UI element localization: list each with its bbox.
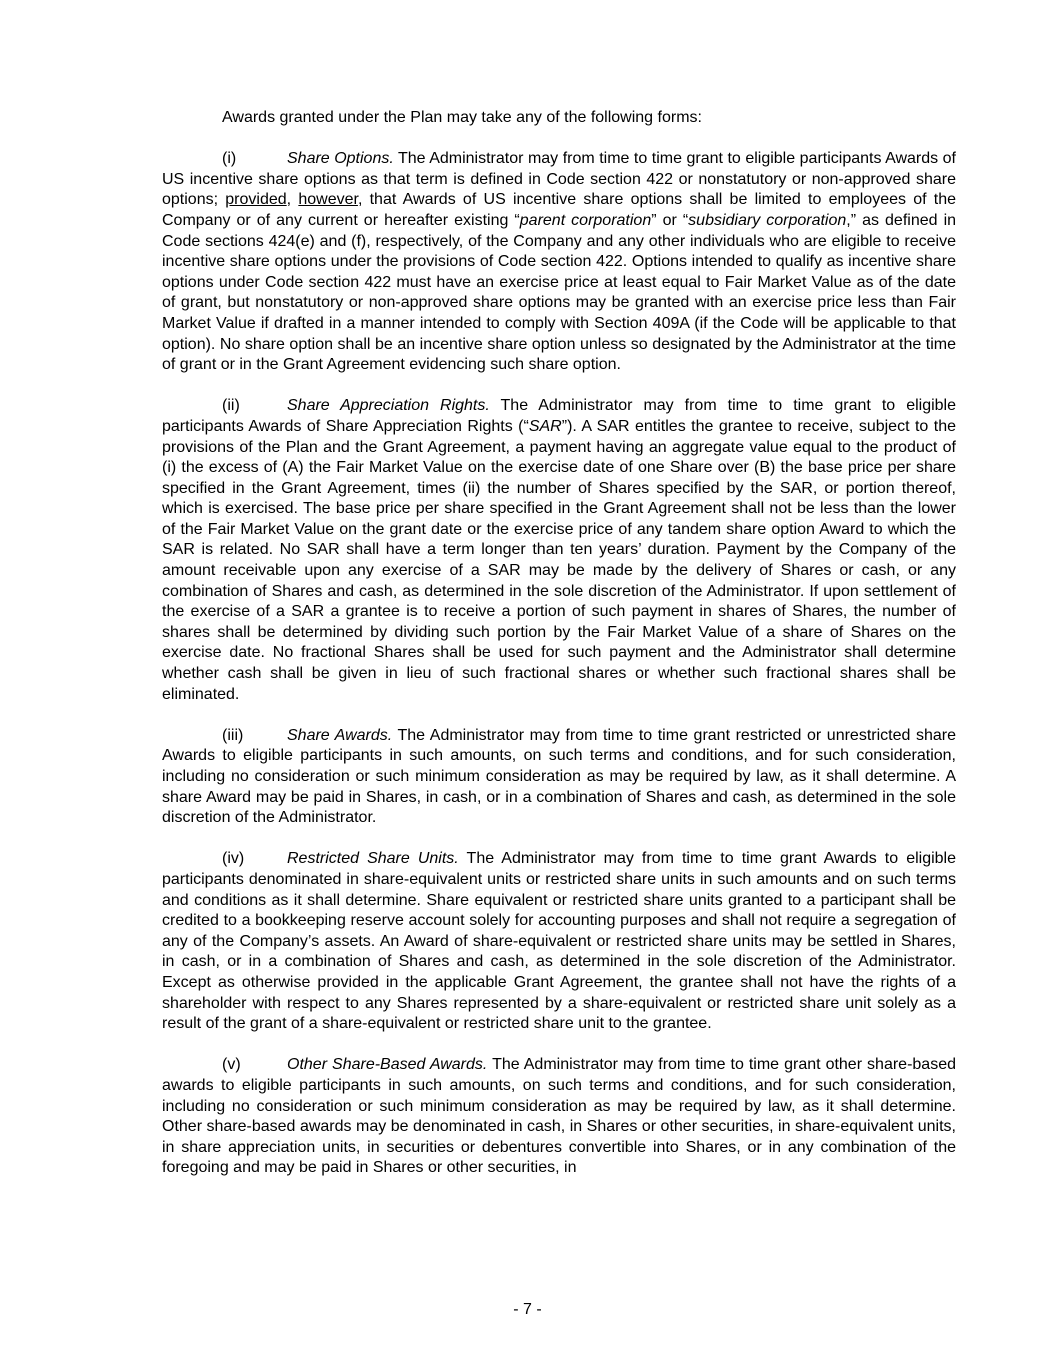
paragraph-label: (ii) — [222, 397, 240, 415]
emphasis-text: Share Appreciation Rights. — [287, 397, 490, 415]
body-text: The Administrator may from time to time grant restricted or unrestricted share Awards to eligible participants in such amounts, on such terms and conditions, and for such consideration, including no consideration or such minimum consideration as may be required by law, as it shall determine. A share Award may be paid in Shares, in cash, or in a combination of Shares and cash, as determined in the sole discretion of the Administrator. — [162, 726, 957, 827]
emphasis-text: Share Options. — [287, 150, 394, 168]
paragraph-label: (v) — [222, 1056, 241, 1074]
body-text: , that Awards of US incentive share options shall be limited to employees of the Company or of any current or hereafter existing “ — [162, 191, 957, 229]
emphasis-text: Restricted Share Units. — [287, 850, 459, 868]
body-text: The Administrator may from time to time grant to eligible participants Awards of US incentive share options as that term is defined in Code section 422 or nonstatutory or non-approved share options; — [162, 150, 956, 209]
paragraph-ii — [162, 396, 956, 705]
intro-paragraph: Awards granted under the Plan may take any of the following forms: — [222, 109, 702, 126]
body-text: The Administrator may from time to time grant other share-based awards to eligible participants in such amounts, on such terms and conditions, and for such consideration, including no consideration or such minimum consideration as may be required by law, as it shall determine. Other share-based awards may be denominated in cash, in Shares or other securities, in share-equivalent units, in share appreciation units, in securities or debentures convertible into Shares, or in any combination of the foregoing and may be paid in Shares or other securities, in — [162, 1056, 956, 1177]
emphasis-text: SAR — [528, 417, 562, 435]
underlined-text: however — [298, 191, 358, 209]
body-text: ,” as defined in Code sections 424(e) and (f), respectively, of the Company and any other individuals who are eligible to receive incentive share options under the provisions of Code section 422. Options intended to qualify as incentive share options under Code section 422 must have an exercise price at least equal to Fair Market Value as of the date of grant, but nonstatutory or non-approved share options may be granted with an exercise price less than Fair Market Value if drafted in a manner intended to comply with Section 409A (if the Code will be applicable to that option). No share option shall be an incentive share option unless so designated by the Administrator at the time of grant or in the Grant Agreement evidencing such share option. — [162, 211, 957, 374]
paragraph-i — [162, 149, 956, 376]
document-body — [162, 108, 956, 1199]
paragraph-label: (iii) — [222, 726, 244, 744]
paragraph-iv — [162, 849, 956, 1034]
body-text: ”). A SAR entitles the grantee to receive, subject to the provisions of the Plan and the Grant Agreement, a payment having an aggregate value equal to the product of (i) the excess of (A) the Fair Market Value on the exercise date of one Share over (B) the base price per share specified in the Grant Agreement, times (ii) the number of Shares specified by the SAR, or portion thereof, which is exercised. The base price per share specified in the Grant Agreement shall not be less than the lower of the Fair Market Value on the grant date or the exercise price of any tandem share option Award to which the SAR is related. No SAR shall have a term longer than ten years’ duration. Payment by the Company of the amount receivable upon any exercise of a SAR may be made by the delivery of Shares or cash, or any combination of Shares and cash, as determined in the sole discretion of the Administrator. If upon settlement of the exercise of a SAR a grantee is to receive a portion of such payment in shares of Shares, the number of shares shall be determined by dividing such portion by the Fair Market Value of a share of Shares on the exercise date. No fractional Shares shall be used for such payment and the Administrator shall determine whether cash shall be given in lieu of such fractional shares or whether such fractional shares shall be eliminated. — [162, 417, 957, 703]
paragraph-label: (i) — [222, 150, 237, 168]
emphasis-text: Share Awards. — [287, 726, 393, 744]
paragraph-label: (iv) — [222, 850, 245, 868]
paragraph-v — [162, 1055, 956, 1179]
document-paragraphs — [162, 149, 956, 1179]
underlined-text: provided — [225, 191, 287, 209]
body-text: ” or “ — [651, 211, 689, 229]
body-text: , — [286, 191, 299, 209]
body-text: The Administrator may from time to time grant Awards to eligible participants denominated in share-equivalent units or restricted share units in such amounts and on such terms and conditions as it shall determine. Share equivalent or restricted share units granted to a participant shall be credited to a bookkeeping reserve account solely for accounting purposes and shall not require a segregation of any of the Company’s assets. An Award of share-equivalent or restricted share units may be settled in Shares, in cash, or in a combination of Shares and cash, as determined in the sole discretion of the Administrator. Except as otherwise provided in the applicable Grant Agreement, the grantee shall not have the rights of a shareholder with respect to any Shares represented by a share-equivalent or restricted share unit solely as a result of the grant of a share-equivalent or restricted share unit to the grantee. — [162, 850, 957, 1033]
paragraph-iii — [162, 726, 956, 829]
page-number: - 7 - — [513, 1301, 542, 1318]
body-text: The Administrator may from time to time grant to eligible participants Awards of Share Appreciation Rights (“ — [162, 397, 957, 435]
emphasis-text: parent corporation — [519, 211, 652, 229]
emphasis-text: Other Share-Based Awards. — [287, 1056, 488, 1074]
emphasis-text: subsidiary corporation — [688, 211, 847, 229]
